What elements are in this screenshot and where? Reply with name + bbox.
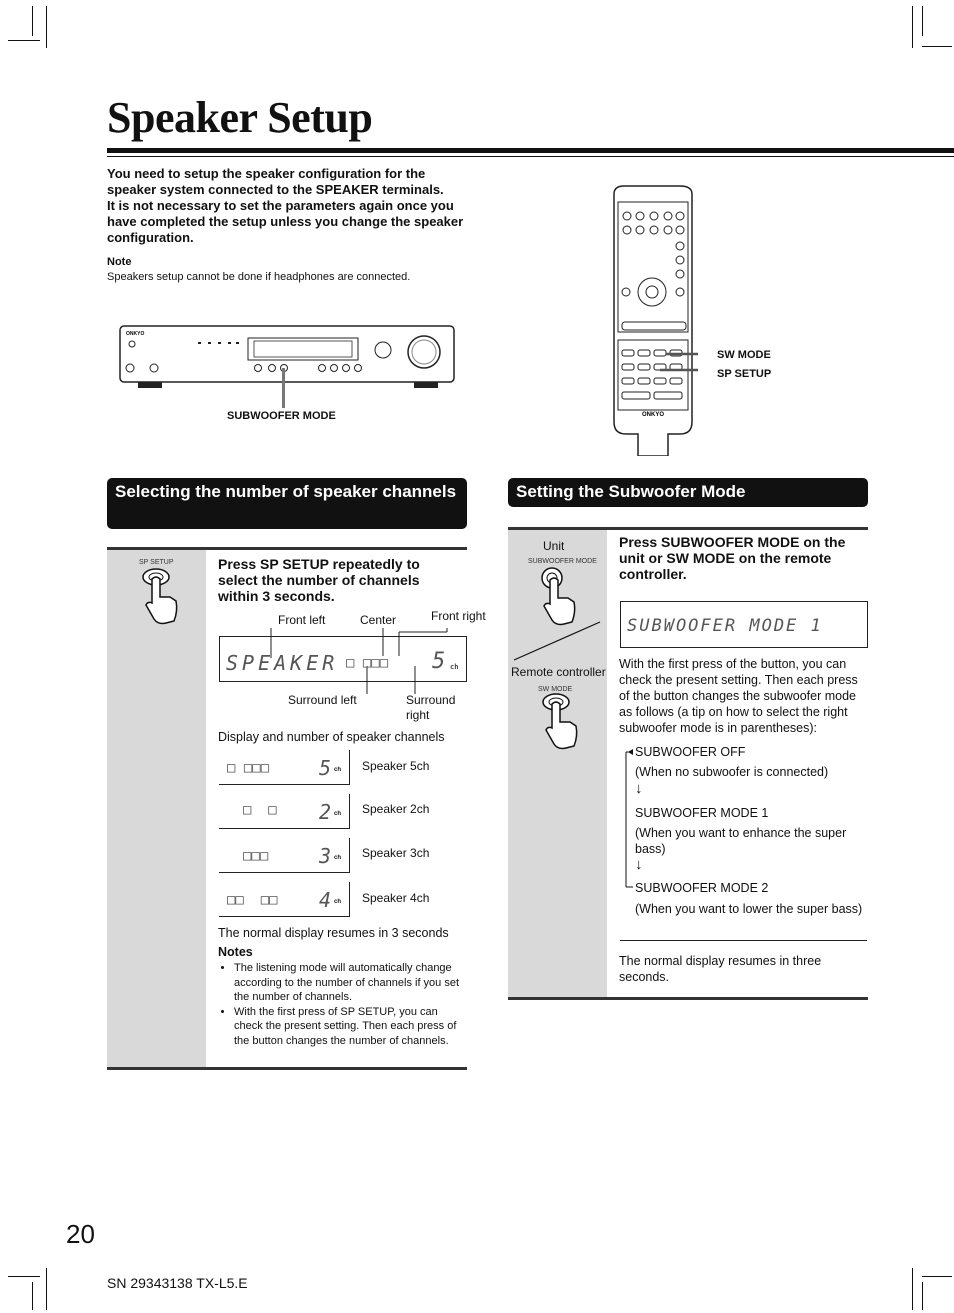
display-caption: Display and number of speaker channels — [218, 730, 445, 744]
sp-setup-label: SP SETUP — [717, 368, 772, 380]
list-item: • The listening mode will automatically change according to the number of channels if you set the number of channels. — [234, 961, 466, 1005]
mode-0-tip: (When no subwoofer is connected) — [635, 765, 829, 779]
row-label-3ch: Speaker 3ch — [362, 846, 430, 860]
crop-mark — [922, 46, 952, 47]
subwoofer-mode-label: SUBWOOFER MODE — [227, 410, 336, 422]
right-step-instruction: Press SUBWOOFER MODE on the unit or SW MODE on the remote controller. — [619, 534, 846, 582]
svg-text:ONKYO: ONKYO — [641, 412, 665, 418]
display-row-2ch: □ □ 2 ch — [219, 794, 350, 829]
unit-label: Unit — [543, 539, 565, 553]
crop-mark — [912, 6, 913, 48]
crop-mark — [912, 1268, 913, 1310]
display-row-4ch: □□ □□ 4 ch — [219, 882, 350, 917]
callout-front-right: Front right — [431, 609, 486, 623]
down-arrow-icon: ↓ — [635, 780, 643, 797]
display-row-5ch: □ □□□ 5 ch — [219, 750, 350, 785]
mode-2-tip: (When you want to lower the super bass) — [635, 902, 863, 916]
sp-setup-button-label: SP SETUP — [139, 559, 174, 566]
left-section-bottom-rule — [107, 1067, 467, 1070]
subwoofer-mode-callout-line — [282, 368, 285, 408]
callout-surround-right: Surround right — [406, 693, 456, 722]
hand-press-icon — [540, 692, 580, 752]
remote-illustration — [608, 184, 698, 456]
hand-press-icon — [140, 567, 180, 627]
list-item: • With the first press of SP SETUP, you can check the present setting. Then each press of the button changes the number of channels. — [234, 1005, 466, 1049]
right-section-bottom-rule — [508, 997, 868, 1000]
right-paragraph: With the first press of the button, you can check the present setting. Then each press of the button changes the subwoofer mode as follows (a tip on how to select the right subwoofer mode is in parentheses): — [619, 657, 858, 735]
note-text: Speakers setup cannot be done if headphones are connected. — [107, 271, 411, 283]
left-gray-column — [107, 550, 206, 1068]
crop-mark — [46, 1268, 47, 1310]
divider-diagonal — [512, 620, 604, 662]
down-arrow-icon: ↓ — [635, 856, 643, 873]
left-step-instruction: Press SP SETUP repeatedly to select the number of channels within 3 seconds. — [218, 556, 420, 604]
page-number: 20 — [66, 1219, 95, 1249]
display-row-3ch: □□□ 3 ch — [219, 838, 350, 873]
callout-front-left: Front left — [278, 613, 326, 627]
title-rule-thin — [107, 156, 954, 157]
page-title: Speaker Setup — [107, 93, 373, 142]
notes-heading: Notes — [218, 945, 253, 959]
remote-controller-label: Remote controller — [511, 665, 606, 679]
receiver-illustration — [118, 322, 458, 392]
crop-mark — [32, 6, 33, 36]
svg-text:ONKYO: ONKYO — [126, 331, 145, 337]
remote-button-label: SW MODE — [538, 686, 573, 693]
hand-press-icon — [540, 566, 580, 626]
notes-list — [218, 961, 466, 1048]
note-heading: Note — [107, 256, 132, 268]
right-divider — [620, 940, 867, 941]
crop-mark — [922, 1276, 952, 1277]
sw-mode-label: SW MODE — [717, 349, 771, 361]
unit-button-label: SUBWOOFER MODE — [528, 558, 597, 565]
crop-mark — [922, 1282, 923, 1310]
mode-1-tip: (When you want to enhance the super bass) — [635, 826, 847, 856]
intro-text: You need to setup the speaker configuration for the speaker system connected to the SPEAKER terminals. It is not necessary to set the parameters again once you have completed the setup unless you change the speaker configuration. — [107, 166, 464, 245]
right-resume-text: The normal display resumes in three seconds. — [619, 954, 822, 984]
row-label-5ch: Speaker 5ch — [362, 759, 430, 773]
crop-mark — [922, 6, 923, 36]
cycle-arrow — [616, 744, 634, 894]
right-section-header: Setting the Subwoofer Mode — [508, 478, 868, 507]
crop-mark — [32, 1282, 33, 1310]
title-rule — [107, 148, 954, 153]
crop-mark — [8, 40, 40, 41]
callout-center: Center — [360, 613, 397, 627]
crop-mark — [46, 6, 47, 48]
left-resume-text: The normal display resumes in 3 seconds — [218, 926, 449, 940]
left-section-header: Selecting the number of speaker channels — [107, 478, 467, 529]
mode-1-name: SUBWOOFER MODE 1 — [635, 806, 769, 820]
subwoofer-display: SUBWOOFER MODE 1 — [620, 601, 868, 648]
mode-2-name: SUBWOOFER MODE 2 — [635, 881, 769, 895]
crop-mark — [8, 1276, 40, 1277]
mode-0-name: SUBWOOFER OFF — [635, 745, 746, 759]
row-label-4ch: Speaker 4ch — [362, 891, 430, 905]
footer-code: SN 29343138 TX-L5.E — [107, 1275, 248, 1291]
row-label-2ch: Speaker 2ch — [362, 802, 430, 816]
main-speaker-display: SPEAKER □ □□□ 5 ch — [219, 636, 467, 682]
callout-surround-left: Surround left — [288, 693, 357, 707]
